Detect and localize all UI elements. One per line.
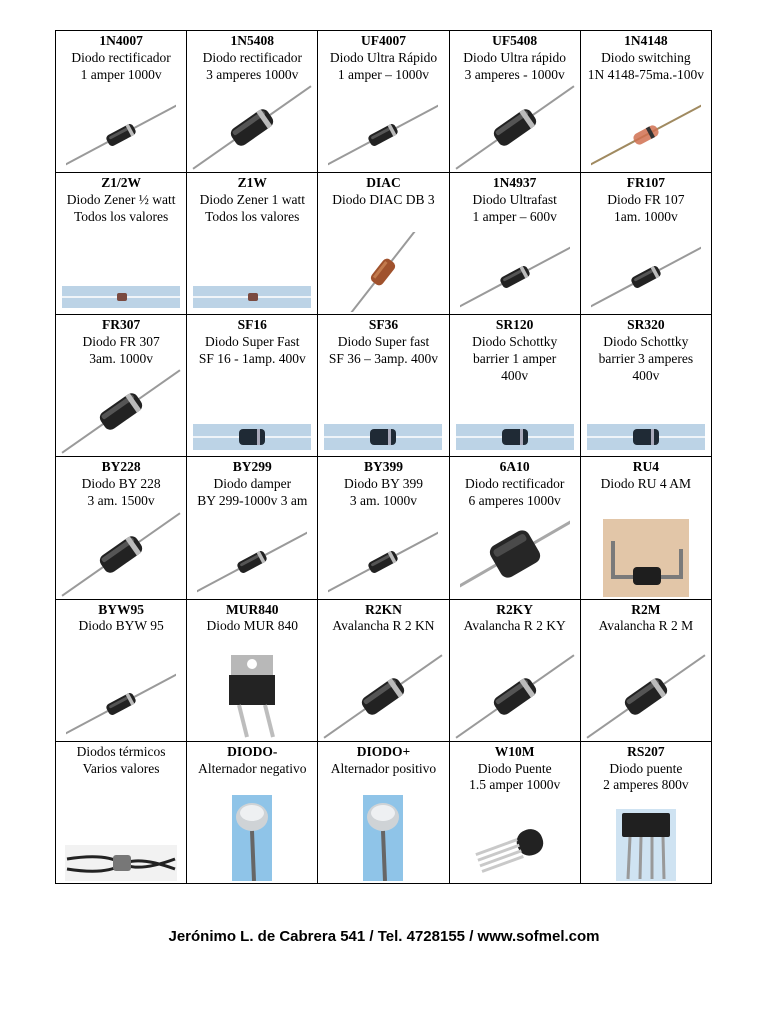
part-number: UF5408 — [492, 33, 538, 48]
press-fit-diode-icon — [318, 795, 448, 881]
catalog-cell — [580, 173, 711, 315]
part-description: 1 amper – 600v — [472, 208, 557, 224]
to220-diode-icon — [187, 649, 317, 739]
part-description: Avalancha R 2 KY — [463, 618, 566, 634]
part-description: Alternador negativo — [198, 760, 307, 776]
press-fit-diode-icon — [187, 795, 317, 881]
catalog-cell — [318, 173, 449, 315]
part-description: Diodo puente — [609, 760, 683, 776]
catalog-cell — [187, 315, 318, 457]
part-description: 2 amperes 800v — [603, 777, 689, 793]
part-description: Varios valores — [82, 760, 160, 776]
part-description: Diodo FR 307 — [82, 334, 160, 350]
catalog-row — [56, 599, 712, 741]
catalog-cell — [56, 457, 187, 599]
part-number: FR307 — [101, 317, 141, 333]
part-number: R2KY — [496, 601, 534, 617]
part-description: SF 16 - 1amp. 400v — [198, 350, 306, 366]
part-number: SF16 — [237, 317, 267, 333]
catalog-cell — [580, 599, 711, 741]
part-number: BY399 — [363, 459, 403, 475]
part-description: Diodo Zener 1 watt — [199, 191, 305, 207]
part-description: Diodo Puente — [477, 760, 552, 776]
part-description: Diodo rectificador — [71, 49, 171, 65]
part-description: 3 am. 1000v — [349, 493, 418, 509]
catalog-cell — [56, 741, 187, 883]
part-description: Diodo Schottky — [603, 334, 689, 350]
part-number: BY299 — [232, 459, 272, 475]
part-description: barrier 1 amper — [473, 350, 557, 366]
catalog-cell — [187, 741, 318, 883]
part-description: SF 36 – 3amp. 400v — [328, 350, 439, 366]
part-description: Diodo switching — [601, 49, 691, 65]
part-description: Diodo Ultra Rápido — [329, 49, 438, 65]
part-description: Diodo RU 4 AM — [600, 476, 692, 492]
part-description: Diodo DIAC DB 3 — [332, 191, 435, 207]
catalog-cell — [56, 173, 187, 315]
axial-diode-strip-icon — [187, 420, 317, 454]
part-number: RS207 — [627, 743, 665, 759]
axial-diode-large-icon — [450, 654, 580, 739]
part-number: DIODO- — [227, 743, 278, 759]
axial-diode-icon — [56, 100, 186, 170]
catalog-cell — [449, 599, 580, 741]
catalog-cell — [580, 31, 711, 173]
catalog-cell — [449, 457, 580, 599]
catalog-row — [56, 173, 712, 315]
part-number: BYW95 — [98, 601, 144, 617]
part-number: SR120 — [495, 317, 534, 333]
part-number: Z1/2W — [101, 175, 141, 191]
part-number: SR320 — [627, 317, 665, 333]
axial-diode-strip-icon — [450, 420, 580, 454]
round-bridge-icon — [450, 821, 580, 881]
part-number: DIODO+ — [356, 743, 411, 759]
part-description: Diodo BYW 95 — [78, 618, 164, 634]
part-description: Diodo Schottky — [472, 334, 558, 350]
zener-glass-diode-icon — [56, 282, 186, 312]
catalog-cell — [56, 31, 187, 173]
catalog-cell — [56, 599, 187, 741]
part-description: 3am. 1000v — [89, 350, 153, 366]
part-description: Diodo rectificador — [202, 49, 302, 65]
axial-diode-large-icon — [187, 85, 317, 170]
part-description: 6 amperes 1000v — [468, 493, 561, 509]
part-number: W10M — [494, 743, 535, 759]
axial-diode-large-icon — [56, 369, 186, 454]
axial-diode-icon — [318, 100, 448, 170]
axial-diode-icon — [187, 527, 317, 597]
catalog-row — [56, 315, 712, 457]
part-number: 1N4937 — [492, 175, 537, 191]
catalog-cell — [318, 599, 449, 741]
part-number: 1N5408 — [230, 33, 275, 48]
part-description: Todos los valores — [205, 208, 300, 224]
part-description: Diodo damper — [213, 476, 292, 492]
part-description: 1am. 1000v — [614, 208, 678, 224]
thermal-diode-icon — [56, 845, 186, 881]
axial-diode-strip-icon — [318, 420, 448, 454]
catalog-cell — [56, 315, 187, 457]
part-number: R2KN — [365, 601, 402, 617]
bent-lead-diode-icon — [581, 519, 711, 597]
part-number: DIAC — [366, 175, 401, 191]
part-description: Todos los valores — [73, 208, 169, 224]
catalog-cell — [449, 173, 580, 315]
catalog-cell — [318, 457, 449, 599]
catalog-cell — [187, 31, 318, 173]
footer-contact: Jerónimo L. de Cabrera 541 / Tel. 4728155 / www.sofmel.com — [168, 928, 600, 945]
axial-diode-large-icon — [581, 654, 711, 739]
part-description: 3 am. 1500v — [87, 493, 155, 509]
diode-catalog-table — [55, 30, 712, 884]
part-description: 400v — [501, 367, 529, 383]
catalog-row — [56, 457, 712, 599]
part-description: Diodo rectificador — [464, 476, 565, 492]
axial-diode-large-icon — [318, 654, 448, 739]
part-description: Diodo Ultrafast — [472, 191, 557, 207]
axial-diode-strip-icon — [581, 420, 711, 454]
part-description: Diodo Super fast — [337, 334, 430, 350]
catalog-row — [56, 31, 712, 173]
catalog-cell — [187, 457, 318, 599]
catalog-cell — [449, 31, 580, 173]
part-description: 1N 4148-75ma.-100v — [587, 66, 704, 82]
part-description: Diodo Super Fast — [205, 334, 300, 350]
part-number: MUR840 — [226, 601, 279, 617]
part-description: 1 amper – 1000v — [337, 66, 430, 82]
part-description: 1.5 amper 1000v — [469, 777, 561, 793]
axial-diode-large-icon — [450, 85, 580, 170]
part-description: 400v — [632, 367, 660, 383]
part-number: 1N4007 — [99, 33, 143, 48]
part-number: BY228 — [101, 459, 141, 475]
catalog-row — [56, 741, 712, 883]
power-diode-icon — [450, 512, 580, 597]
part-description: Avalancha R 2 M — [598, 618, 694, 634]
part-description: BY 299-1000v 3 am — [197, 493, 308, 509]
part-number: RU4 — [632, 459, 659, 475]
axial-diode-icon — [56, 669, 186, 739]
part-description: barrier 3 amperes — [598, 350, 694, 366]
catalog-cell — [187, 599, 318, 741]
part-description: Diodo FR 107 — [607, 191, 685, 207]
part-description: Diodo BY 228 — [81, 476, 161, 492]
catalog-cell — [580, 741, 711, 883]
part-number: 6A10 — [499, 459, 530, 475]
part-description: Diodo MUR 840 — [206, 618, 299, 634]
part-description: Diodo Zener ½ watt — [66, 191, 176, 207]
catalog-cell — [187, 173, 318, 315]
catalog-cell — [318, 315, 449, 457]
catalog-cell — [580, 315, 711, 457]
part-description: Diodo BY 399 — [343, 476, 423, 492]
axial-diode-large-icon — [56, 512, 186, 597]
axial-diode-icon — [318, 527, 448, 597]
part-description: Diodos térmicos — [76, 743, 166, 759]
part-number: FR107 — [626, 175, 665, 191]
part-description: Avalancha R 2 KN — [332, 618, 435, 634]
part-description: 1 amper 1000v — [80, 66, 162, 82]
axial-diode-icon — [450, 242, 580, 312]
catalog-cell — [318, 31, 449, 173]
axial-diode-icon — [581, 242, 711, 312]
catalog-cell — [449, 741, 580, 883]
part-number: SF36 — [368, 317, 399, 333]
catalog-cell — [449, 315, 580, 457]
part-number: R2M — [631, 601, 661, 617]
part-description: Diodo Ultra rápido — [463, 49, 567, 65]
part-number: 1N4148 — [624, 33, 668, 48]
part-description: 3 amperes 1000v — [206, 66, 299, 82]
part-number: UF4007 — [360, 33, 406, 48]
glass-diode-icon — [581, 100, 711, 170]
catalog-cell — [318, 741, 449, 883]
diac-diode-icon — [318, 232, 448, 312]
zener-glass-diode-icon — [187, 282, 317, 312]
part-description: 3 amperes - 1000v — [464, 66, 565, 82]
flat-bridge-icon — [581, 809, 711, 881]
part-description: Alternador positivo — [330, 760, 437, 776]
part-number: Z1W — [237, 175, 267, 191]
catalog-cell — [580, 457, 711, 599]
